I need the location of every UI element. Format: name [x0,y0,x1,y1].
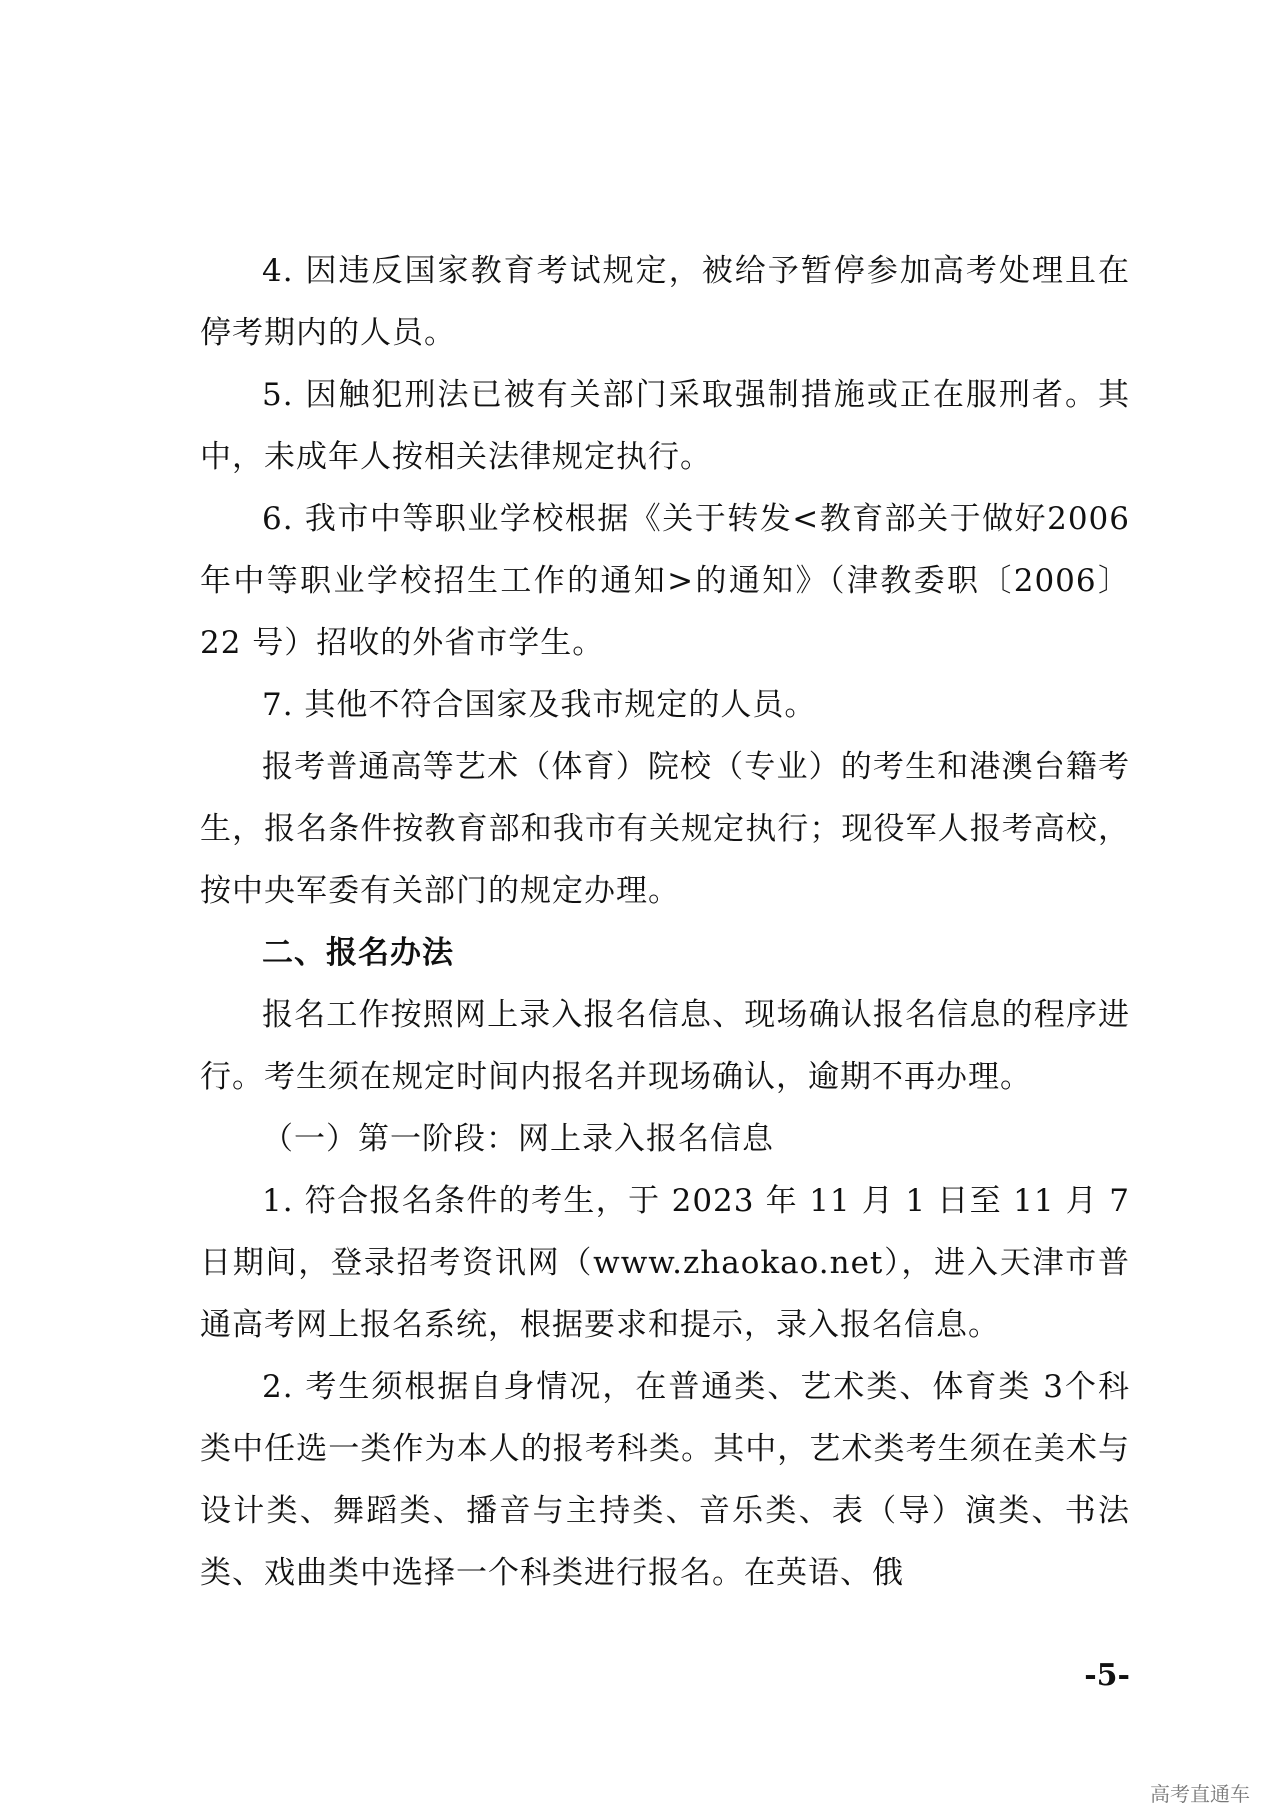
paragraph-registration-procedure: 报名工作按照网上录入报名信息、现场确认报名信息的程序进行。考生须在规定时间内报名并现场确认，逾期不再办理。 [200,997,1130,1095]
paragraph-item-4: 4. 因违反国家教育考试规定，被给予暂停参加高考处理且在停考期内的人员。 [200,253,1130,351]
section-heading-registration: 二、报名办法 [262,935,454,971]
page-number: -5- [1084,1658,1130,1693]
watermark-text: 高考直通车 [1150,1782,1250,1806]
paragraph-art-sports-note: 报考普通高等艺术（体育）院校（专业）的考生和港澳台籍考生，报名条件按教育部和我市有关规定执行；现役军人报考高校，按中央军委有关部门的规定办理。 [200,749,1130,909]
paragraph-item-6: 6. 我市中等职业学校根据《关于转发<教育部关于做好2006 年中等职业学校招生工作的通知>的通知》（津教委职〔2006〕22 号）招收的外省市学生。 [200,501,1130,661]
paragraph-item-7: 7. 其他不符合国家及我市规定的人员。 [262,687,817,723]
paragraph-step-1: 1. 符合报名条件的考生，于 2023 年 11 月 1 日至 11 月 7日期间，登录招考资讯网（www.zhaokao.net），进入天津市普通高考网上报名系统，根据要求和提示，录入报名信息。 [200,1183,1130,1343]
subheading-stage-one: （一）第一阶段：网上录入报名信息 [262,1121,774,1157]
paragraph-step-2: 2. 考生须根据自身情况，在普通类、艺术类、体育类 3个科类中任选一类作为本人的报考科类。其中，艺术类考生须在美术与设计类、舞蹈类、播音与主持类、音乐类、表（导）演类、书法类、戏曲类中选择一个科类进行报名。在英语、俄 [200,1369,1130,1591]
paragraph-item-5: 5. 因触犯刑法已被有关部门采取强制措施或正在服刑者。其中，未成年人按相关法律规定执行。 [200,377,1130,475]
